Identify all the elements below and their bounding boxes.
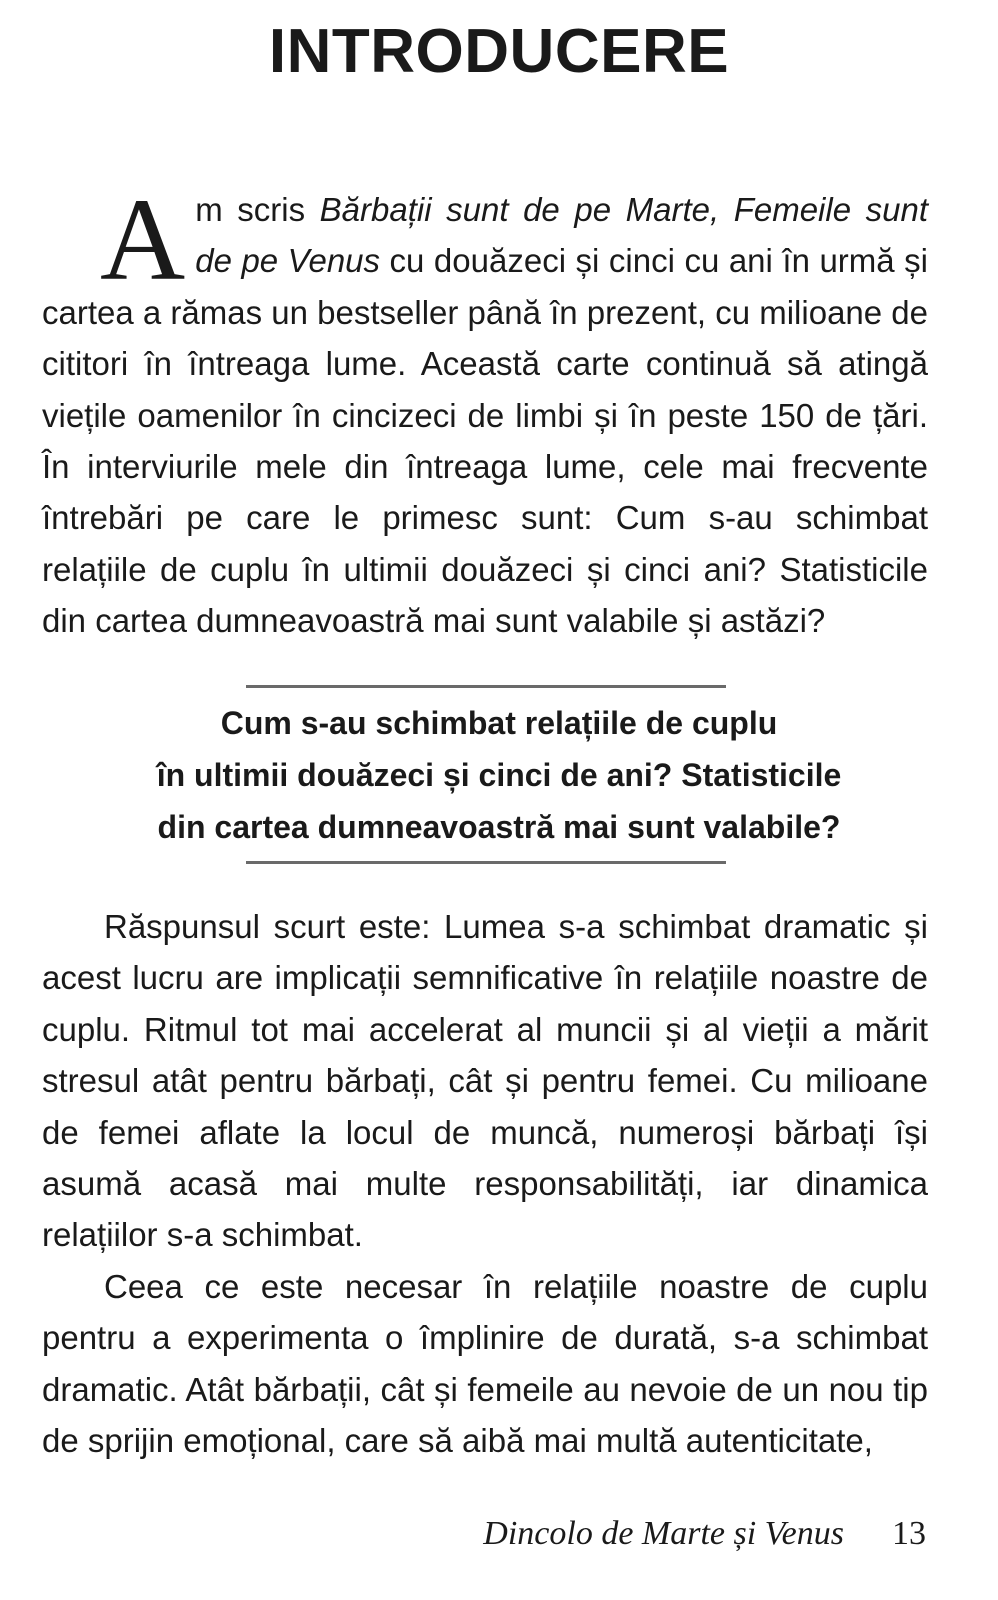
callout-question xyxy=(0,697,998,853)
callout-line: Cum s-au schimbat relațiile de cuplu xyxy=(220,705,778,741)
callout-line: din cartea dumneavoastră mai sunt valabile? xyxy=(157,809,841,845)
answer-section xyxy=(42,901,928,1466)
callout-rule-top xyxy=(246,685,726,688)
intro-text-start: m scris xyxy=(195,191,320,228)
intro-text-rest: cu douăzeci și cinci cu ani în urmă și cartea a rămas un bestseller până în prezent, cu milioane de cititori în întreaga lume. Această carte continuă să atingă viețile oamenilor în cincizeci de limbi și în peste 150 de țări. În interviurile mele din întreaga lume, cele mai frecvente întrebări pe care le primesc sunt: Cum s-au schimbat relațiile de cuplu în ultimii douăzeci și cinci ani? Statisticile din cartea dumneavoastră mai sunt valabile și astăzi? xyxy=(42,242,929,640)
page-number: 13 xyxy=(892,1515,926,1552)
chapter-title: INTRODUCERE xyxy=(268,17,730,86)
running-footer-title: Dincolo de Marte și Venus xyxy=(483,1515,844,1552)
callout-rule-bottom xyxy=(246,861,726,864)
intro-paragraph xyxy=(42,174,929,647)
answer-paragraph: Răspunsul scurt este: Lumea s-a schimbat dramatic și acest lucru are implicații semnificative în relațiile noastre de cuplu. Ritmul tot mai accelerat al muncii și al vieții a mărit stresul atât pentru bărbați, cât și pentru femei. Cu milioane de femei aflate la locul de muncă, numeroși bărbați își asumă acasă mai multe responsabilități, iar dinamica relațiilor s-a schimbat. xyxy=(42,908,928,1254)
page-footer xyxy=(483,1512,926,1556)
book-title-italic: Bărbații sunt de pe Marte, Femeile sunt de pe Venus xyxy=(195,191,929,280)
callout-line: în ultimii douăzeci și cinci de ani? Statisticile xyxy=(156,757,842,793)
answer-paragraph: Ceea ce este necesar în relațiile noastre de cuplu pentru a experimenta o împlinire de durată, s-a schimbat dramatic. Atât bărbații, cât și femeile au nevoie de un nou tip de sprijin emoțional, care să aibă mai multă autenticitate, xyxy=(42,1267,928,1460)
drop-cap: A xyxy=(100,174,186,305)
